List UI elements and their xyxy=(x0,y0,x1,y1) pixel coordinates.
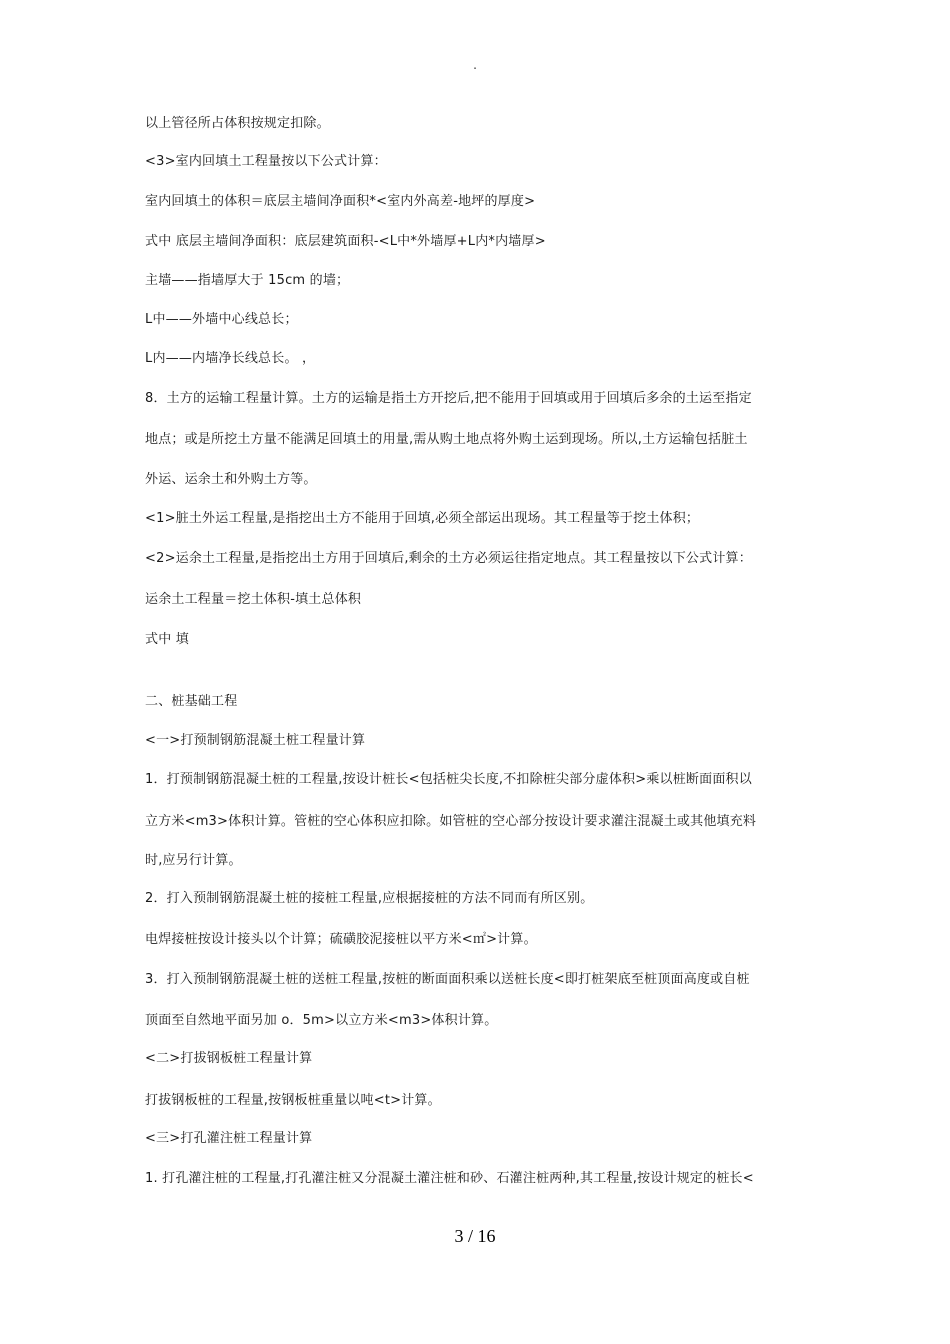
text-line: 时,应另行计算。 xyxy=(145,853,242,868)
text-line: 室内回填土的体积＝底层主墙间净面积*<室内外高差-地坪的厚度> xyxy=(145,194,536,209)
text-line: L内——内墙净长线总长。 ， xyxy=(145,351,316,366)
text-line: 3．打入预制钢筋混凝土桩的送桩工程量,按桩的断面面积乘以送桩长度<即打桩架底至桩顶面高度或自桩 xyxy=(145,972,750,987)
text-line: 2．打入预制钢筋混凝土桩的接桩工程量,应根据接桩的方法不同而有所区别。 xyxy=(145,891,594,906)
text-line: 电焊接桩按设计接头以个计算；硫磺胶泥接桩以平方米<㎡>计算。 xyxy=(145,932,537,947)
text-line: <3>室内回填土工程量按以下公式计算： xyxy=(145,154,387,169)
text-line: 以上管径所占体积按规定扣除。 xyxy=(145,116,330,131)
text-line: 8．土方的运输工程量计算。土方的运输是指土方开挖后,把不能用于回填或用于回填后多余的土运至指定 xyxy=(145,391,752,406)
text-line: <二>打拔钢板桩工程量计算 xyxy=(145,1051,313,1066)
text-line: 式中 填 xyxy=(145,632,189,647)
page-number: 3 / 16 xyxy=(454,1226,496,1246)
text-line: 运余土工程量＝挖土体积-填土总体积 xyxy=(145,592,362,607)
text-line: 打拔钢板桩的工程量,按钢板桩重量以吨<t>计算。 xyxy=(145,1093,441,1108)
text-line: 式中 底层主墙间净面积：底层建筑面积-<L中*外墙厚+L内*内墙厚> xyxy=(145,234,546,249)
text-line: 主墙——指墙厚大于 15cm 的墙； xyxy=(145,273,350,288)
header-mark: . xyxy=(473,58,477,72)
text-line: <三>打孔灌注桩工程量计算 xyxy=(145,1131,313,1146)
text-line: 顶面至自然地平面另加 o．5m>以立方米<m3>体积计算。 xyxy=(145,1013,498,1028)
text-line: <1>脏土外运工程量,是指挖出土方不能用于回填,必须全部运出现场。其工程量等于挖土体积； xyxy=(145,511,700,526)
text-line: <一>打预制钢筋混凝土桩工程量计算 xyxy=(145,733,366,748)
section-heading: 二、桩基础工程 xyxy=(145,694,238,709)
text-line: 1. 打孔灌注桩的工程量,打孔灌注桩又分混凝土灌注桩和砂、石灌注桩两种,其工程量,按设计规定的桩长< xyxy=(145,1171,754,1186)
text-line: 地点；或是所挖土方量不能满足回填土的用量,需从购土地点将外购土运到现场。所以,土方运输包括脏土 xyxy=(145,432,748,447)
text-line: 外运、运余土和外购土方等。 xyxy=(145,472,317,487)
text-line: L中——外墙中心线总长； xyxy=(145,312,298,327)
text-line: 1．打预制钢筋混凝土桩的工程量,按设计桩长<包括桩尖长度,不扣除桩尖部分虚体积>乘以桩断面面积以 xyxy=(145,772,752,787)
text-line: <2>运余土工程量,是指挖出土方用于回填后,剩余的土方必须运往指定地点。其工程量按以下公式计算： xyxy=(145,551,752,566)
text-line: 立方米<m3>体积计算。管桩的空心体积应扣除。如管桩的空心部分按设计要求灌注混凝土或其他填充料 xyxy=(145,814,757,829)
